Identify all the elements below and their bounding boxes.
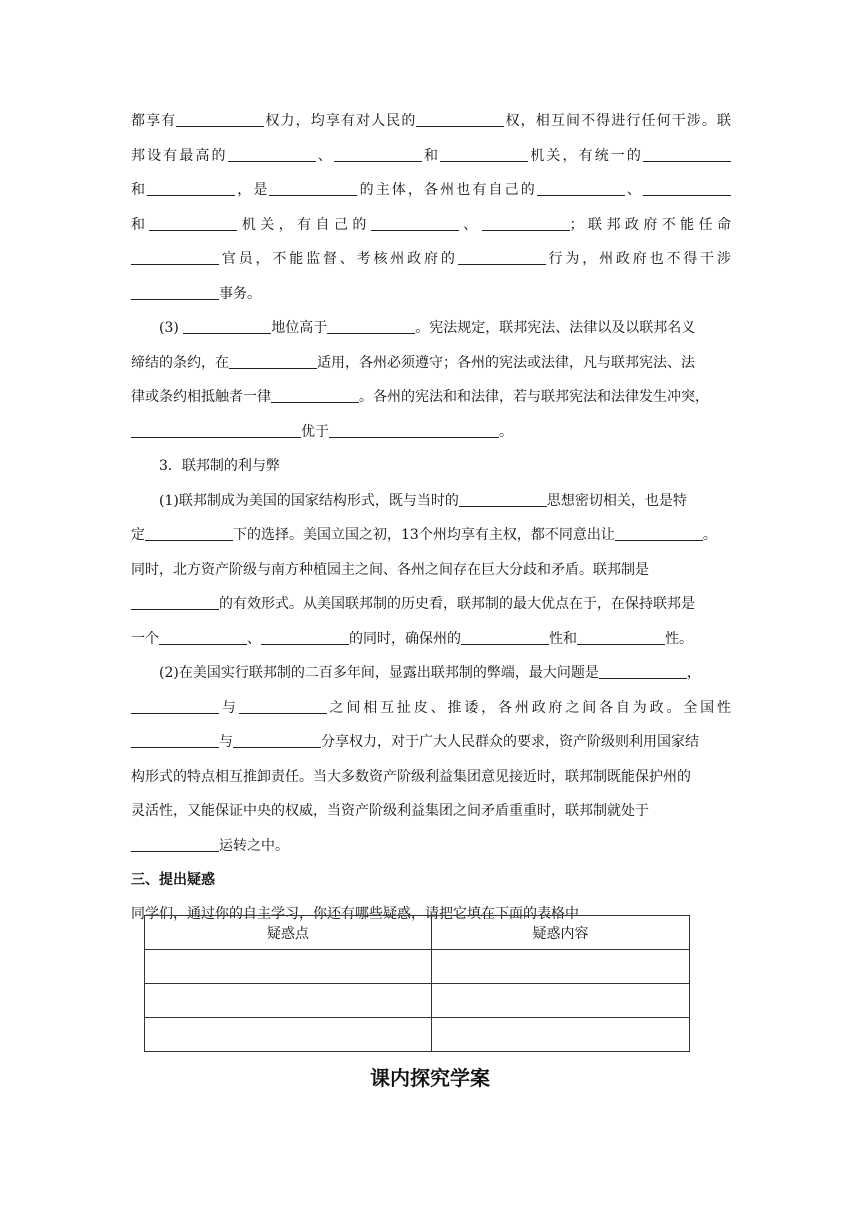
- doubt-table: [144, 915, 690, 1052]
- fill-blank[interactable]: [176, 110, 264, 127]
- fill-blank[interactable]: [461, 628, 549, 645]
- text-line: 的有效形式。从美国联邦制的历史看，联邦制的最大优点在于，在保持联邦是: [131, 587, 731, 622]
- section-title: 3．联邦制的利与弊: [159, 458, 280, 474]
- column-header: 疑惑内容: [432, 916, 690, 950]
- fill-blank[interactable]: [459, 490, 547, 507]
- table-cell[interactable]: [432, 1018, 690, 1052]
- text-line: (1)联邦制成为美国的国家结构形式，既与当时的 思想密切相关，也是特: [131, 484, 731, 519]
- fill-blank[interactable]: [416, 110, 504, 127]
- fill-blank[interactable]: [131, 421, 301, 438]
- fill-blank[interactable]: [233, 731, 321, 748]
- text-line: 运转之中。: [131, 829, 731, 864]
- text-line: 缔结的条约，在 适用，各州必须遵守；各州的宪法或法律，凡与联邦宪法、法: [131, 346, 731, 381]
- fill-blank[interactable]: [327, 317, 415, 334]
- column-header: 疑惑点: [145, 916, 432, 950]
- fill-blank[interactable]: [261, 628, 349, 645]
- fill-blank[interactable]: [537, 179, 625, 196]
- text-line: 律或条约相抵触者一律 。各州的宪法和和法律，若与联邦宪法和法律发生冲突，: [131, 380, 731, 415]
- table-cell[interactable]: [145, 1018, 432, 1052]
- text-line: 一个 、 的同时，确保州的 性和 性。: [131, 622, 731, 657]
- text-line: 灵活性，又能保证中央的权威，当资产阶级利益集团之间矛盾重重时，联邦制就处于: [131, 803, 649, 819]
- fill-blank[interactable]: [329, 421, 499, 438]
- fill-blank[interactable]: [371, 214, 459, 231]
- fill-blank[interactable]: [482, 214, 570, 231]
- text-line: (3) 地位高于 。宪法规定，联邦宪法、法律以及以联邦名义: [131, 311, 731, 346]
- table-cell[interactable]: [145, 950, 432, 984]
- fill-blank[interactable]: [458, 248, 546, 265]
- text-line: 和 ，是 的主体，各州也有自己的 、: [131, 173, 731, 208]
- fill-blank[interactable]: [131, 835, 219, 852]
- text-line: 定 下的选择。美国立国之初，13个州均享有主权，都不同意出让 。: [131, 518, 731, 553]
- next-section-title: 课内探究学案: [370, 1066, 490, 1090]
- text-line: 同时，北方资产阶级与南方种植园主之间、各州之间存在巨大分歧和矛盾。联邦制是: [131, 561, 649, 578]
- fill-blank[interactable]: [131, 593, 219, 610]
- fill-blank[interactable]: [577, 628, 665, 645]
- fill-blank[interactable]: [131, 697, 219, 714]
- intro-text: 同学们，通过你的自主学习，你还有哪些疑惑，请把它填在下面的表格中: [131, 906, 579, 922]
- fill-blank[interactable]: [440, 145, 528, 162]
- fill-blank[interactable]: [131, 731, 219, 748]
- table-cell[interactable]: [432, 984, 690, 1018]
- table-header-row: [145, 916, 690, 950]
- fill-blank[interactable]: [228, 145, 316, 162]
- fill-blank[interactable]: [643, 145, 731, 162]
- text-line: 与 之间相互扯皮、推诿，各州政府之间各自为政。全国性: [131, 691, 731, 726]
- table-cell[interactable]: [432, 950, 690, 984]
- fill-blank[interactable]: [145, 524, 233, 541]
- text-line: 都享有 权力，均享有对人民的 权，相互间不得进行任何干涉。联: [131, 104, 731, 139]
- fill-blank[interactable]: [269, 179, 357, 196]
- fill-blank[interactable]: [643, 179, 731, 196]
- fill-blank[interactable]: [599, 662, 687, 679]
- fill-blank[interactable]: [159, 628, 247, 645]
- table-row: [145, 984, 690, 1018]
- table-row: [145, 950, 690, 984]
- text-line: 构形式的特点相互推卸责任。当大多数资产阶级利益集团意见接近时，联邦制既能保护州的: [131, 768, 691, 785]
- text-line: 和 机关，有自己的 、 ；联邦政府不能任命: [131, 208, 731, 243]
- fill-blank[interactable]: [131, 283, 219, 300]
- fill-blank[interactable]: [229, 352, 317, 369]
- fill-blank[interactable]: [183, 317, 271, 334]
- text-line: 官员，不能监督、考核州政府的 行为，州政府也不得干涉: [131, 242, 731, 277]
- fill-blank[interactable]: [334, 145, 422, 162]
- fill-blank[interactable]: [149, 214, 237, 231]
- document-body: [131, 104, 731, 932]
- fill-blank[interactable]: [131, 248, 219, 265]
- text-line: (2)在美国实行联邦制的二百多年间，显露出联邦制的弊端，最大问题是 ，: [131, 656, 731, 691]
- fill-blank[interactable]: [147, 179, 235, 196]
- text-line: 优于 。: [131, 415, 731, 450]
- section-heading: 三、提出疑惑: [131, 872, 215, 888]
- fill-blank[interactable]: [615, 524, 703, 541]
- text-line: 事务。: [131, 277, 731, 312]
- fill-blank[interactable]: [271, 386, 359, 403]
- text-line: 邦设有最高的 、 和 机关，有统一的: [131, 139, 731, 174]
- text-line: 与 分享权力，对于广大人民群众的要求，资产阶级则利用国家结: [131, 725, 731, 760]
- table-row: [145, 1018, 690, 1052]
- table-cell[interactable]: [145, 984, 432, 1018]
- fill-blank[interactable]: [239, 697, 327, 714]
